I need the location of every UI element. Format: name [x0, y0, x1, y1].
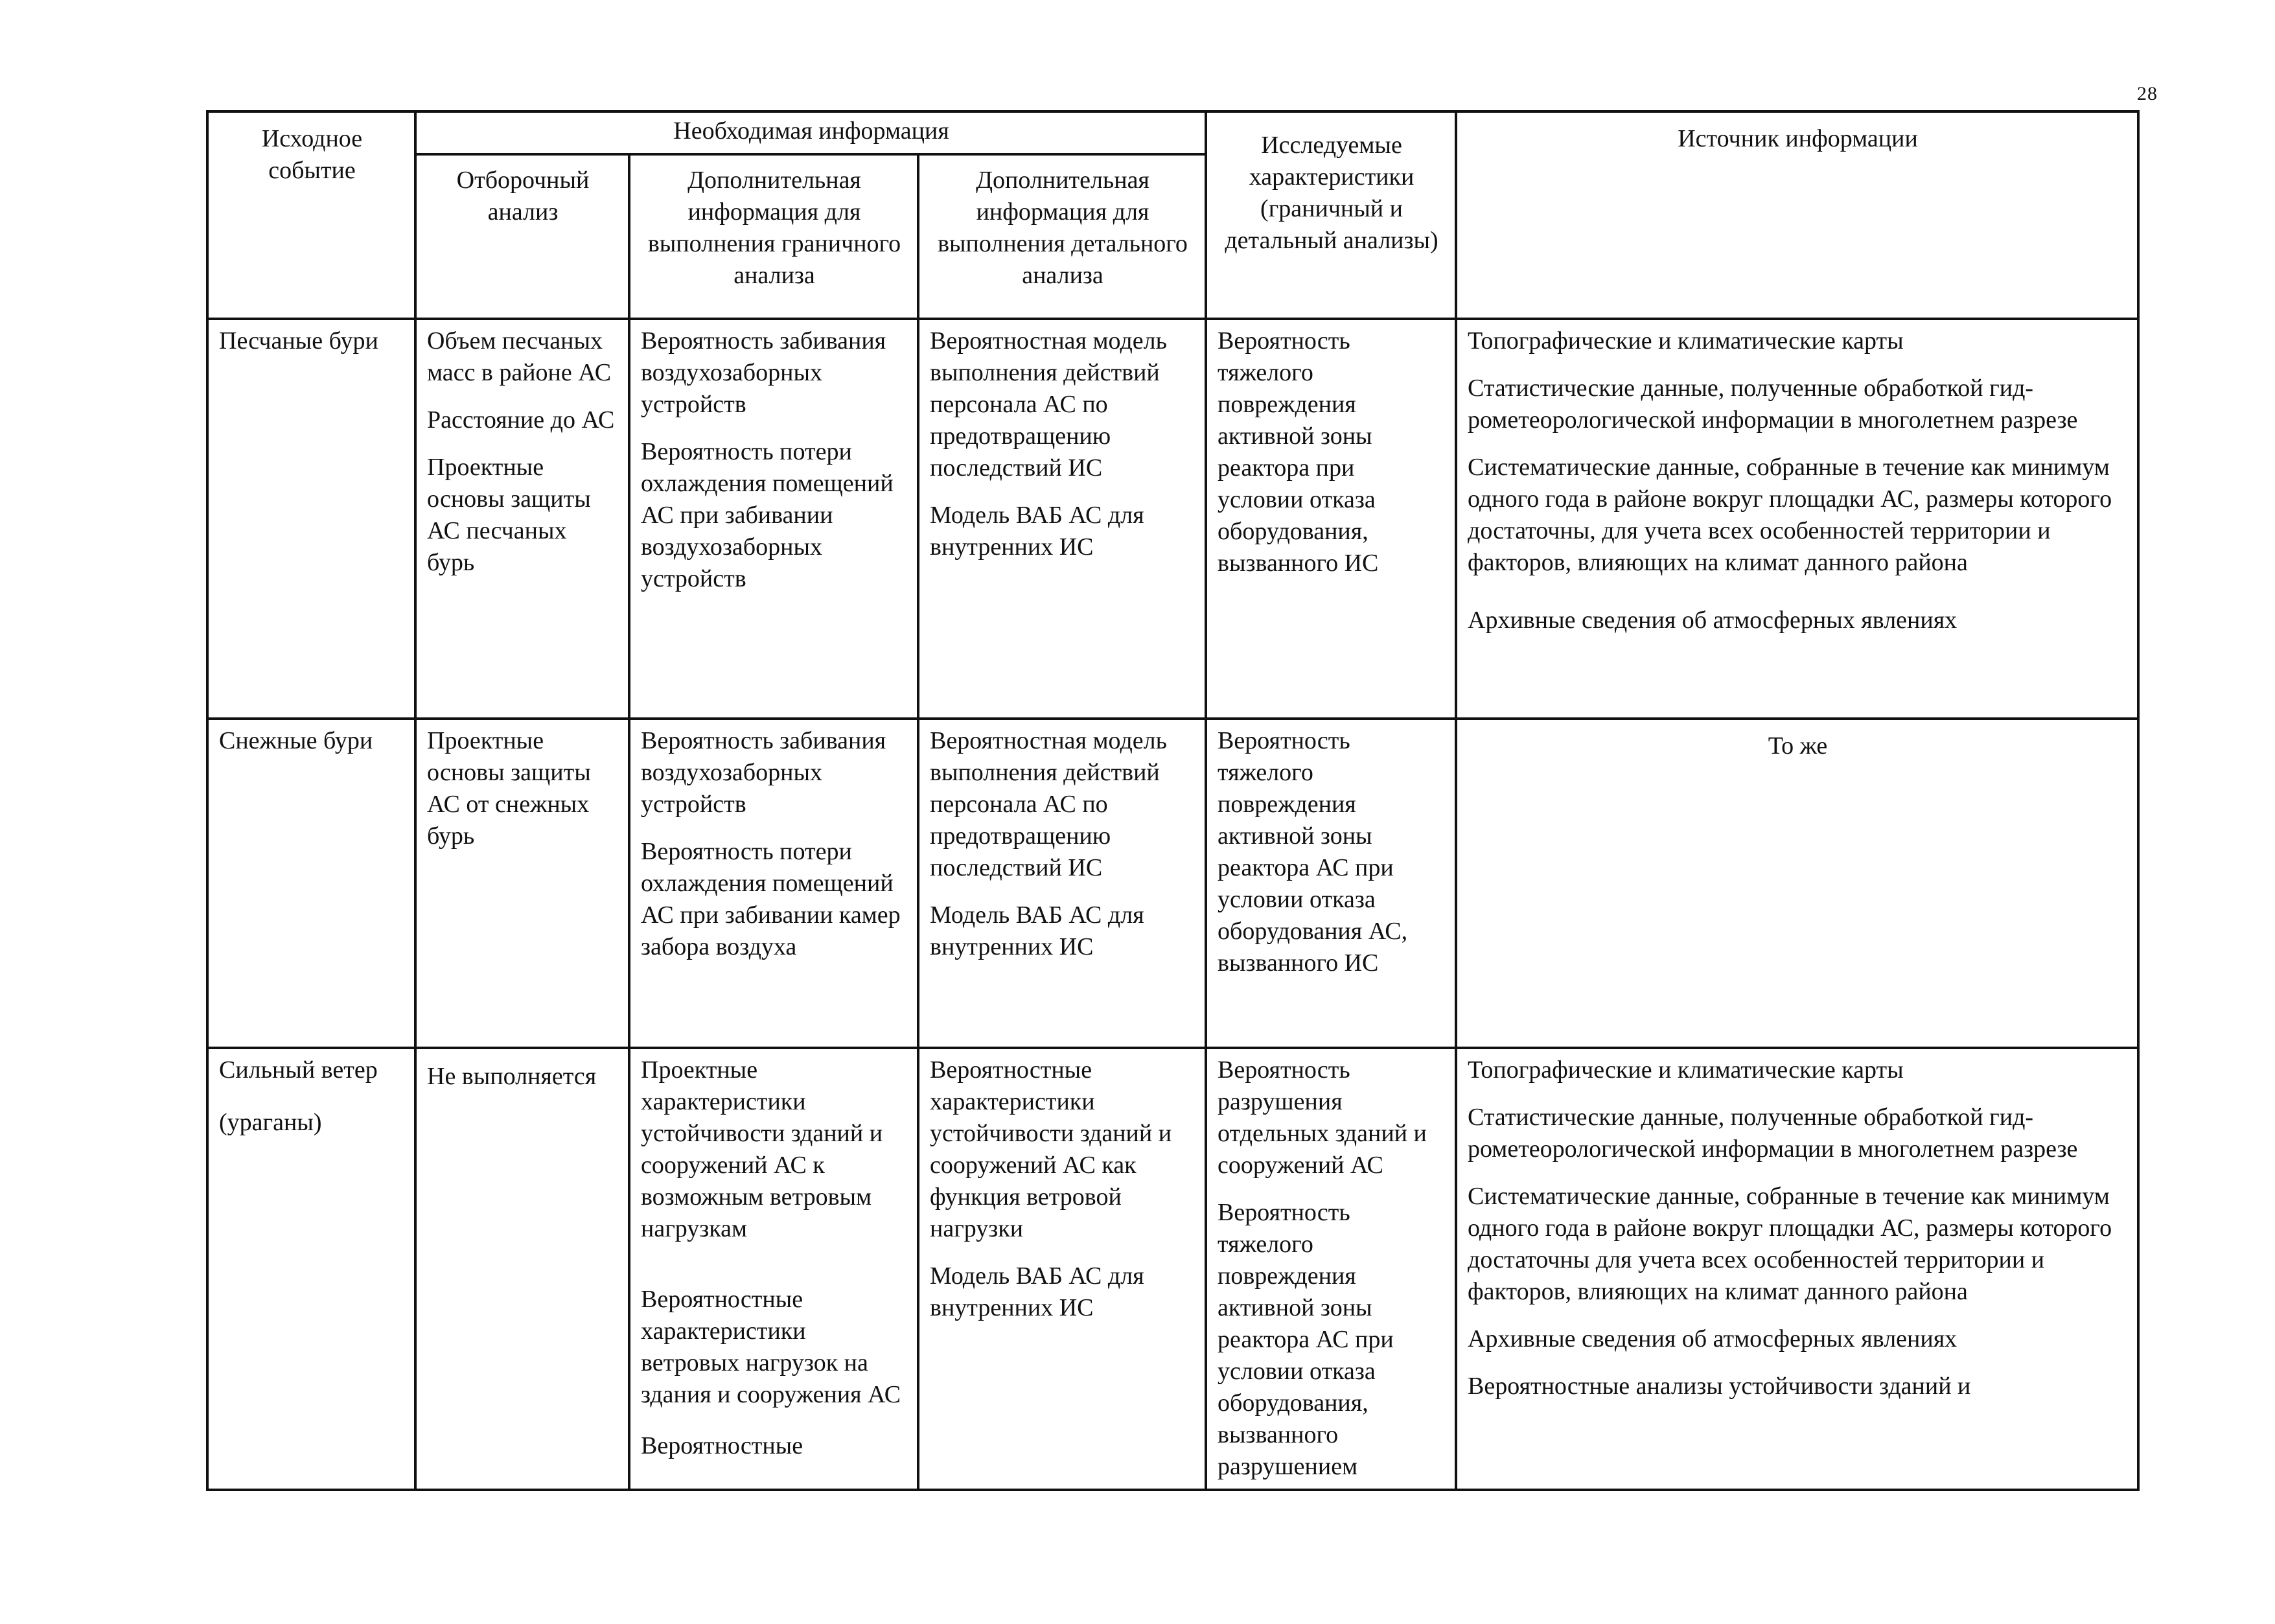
cell-sources: [1456, 319, 2138, 719]
boundary-item: Проектные характеристики устойчивости зданий и сооружений АС к возможным ветровым нагрузкам: [641, 1056, 883, 1242]
cell-screening: [415, 719, 629, 1048]
cell-event: [207, 1048, 415, 1490]
source-item: Систематические данные, собранные в течение как минимум одного года в районе вокруг площадки АС, размеры которого достаточны, для учета всех особенностей территории и факторов, влияющих на климат данного района: [1468, 454, 2112, 576]
boundary-item: Вероятность забивания воздухозаборных устройств: [641, 727, 886, 818]
characteristics-item: Вероятность тяжелого повреждения активной зоны реактора при условии отказа оборудования, вызванного ИС: [1218, 327, 1379, 577]
header-required-info: Необходимая информация: [415, 111, 1206, 154]
boundary-item: Вероятность потери охлаждения помещений АС при забивании воздухозаборных устройств: [641, 438, 894, 592]
header-screening: Отборочный анализ: [415, 154, 629, 319]
header-info-source: Источник информации: [1456, 111, 2138, 319]
detailed-item: Вероятностная модель выполнения действий персонала АС по предотвращению последствий ИС: [930, 327, 1167, 481]
cell-sources: [1456, 1048, 2138, 1490]
source-item: Архивные сведения об атмосферных явлениях: [1468, 607, 1957, 634]
event-name: Сильный ветер: [219, 1056, 378, 1084]
cell-detailed: [918, 1048, 1206, 1490]
cell-boundary: [629, 1048, 918, 1490]
cell-boundary: [629, 719, 918, 1048]
event-name: Песчаные бури: [219, 327, 378, 354]
detailed-item: Вероятностная модель выполнения действий персонала АС по предотвращению последствий ИС: [930, 727, 1167, 881]
source-item: То же: [1768, 732, 1828, 760]
table-row: [207, 1048, 2138, 1490]
detailed-item: Модель ВАБ АС для внутренних ИС: [930, 502, 1144, 561]
source-item: Статистические данные, полученные обработкой гидрометеорологической информации в многолетнем разрезе: [1468, 375, 2078, 434]
cell-event: [207, 319, 415, 719]
screening-item: Проектные основы защиты АС от снежных бурь: [427, 727, 591, 850]
cell-event: [207, 719, 415, 1048]
cell-screening: [415, 319, 629, 719]
source-item: Архивные сведения об атмосферных явлениях: [1468, 1325, 1957, 1352]
screening-item: Проектные основы защиты АС песчаных бурь: [427, 454, 591, 576]
source-item: Статистические данные, полученные обработкой гидрометеорологической информации в многолетнем разрезе: [1468, 1104, 2078, 1163]
characteristics-item: Вероятность тяжелого повреждения активной зоны реактора АС при условии отказа оборудования АС, вызванного ИС: [1218, 727, 1408, 977]
cell-detailed: [918, 719, 1206, 1048]
screening-item: Объем песчаных масс в районе АС: [427, 327, 612, 386]
source-item: Топографические и климатические карты: [1468, 327, 1904, 354]
boundary-item: Вероятностные характеристики ветровых нагрузок на здания и сооружения АС: [641, 1286, 901, 1408]
event-name: Снежные бури: [219, 727, 373, 754]
source-item: Вероятностные анализы устойчивости зданий и: [1468, 1373, 1971, 1400]
detailed-item: Вероятностные характеристики устойчивости зданий и сооружений АС как функция ветровой нагрузки: [930, 1056, 1172, 1242]
cell-screening: [415, 1048, 629, 1490]
page-number: 28: [2137, 83, 2158, 104]
external-events-table: [206, 110, 2140, 1491]
screening-item: Не выполняется: [427, 1063, 597, 1090]
source-item: Топографические и климатические карты: [1468, 1056, 1904, 1084]
cell-sources: [1456, 719, 2138, 1048]
detailed-item: Модель ВАБ АС для внутренних ИС: [930, 901, 1144, 960]
detailed-item: Модель ВАБ АС для внутренних ИС: [930, 1262, 1144, 1321]
cell-boundary: [629, 319, 918, 719]
cell-characteristics: [1206, 1048, 1456, 1490]
characteristics-item: Вероятность разрушения отдельных зданий и сооружений АС: [1218, 1056, 1427, 1179]
boundary-item: Вероятностные: [641, 1432, 803, 1459]
header-additional-boundary: Дополнительная информация для выполнения граничного анализа: [629, 154, 918, 319]
event-name-note: (ураганы): [219, 1109, 322, 1136]
cell-characteristics: [1206, 719, 1456, 1048]
table-row: [207, 319, 2138, 719]
header-studied-characteristics: Исследуемые характеристики (граничный и детальный анализы): [1206, 111, 1456, 319]
source-item: Систематические данные, собранные в течение как минимум одного года в районе вокруг площадки АС, размеры которого достаточны для учета всех особенностей территории и факторов, влияющих на климат данного района: [1468, 1183, 2112, 1305]
cell-characteristics: [1206, 319, 1456, 719]
header-additional-detailed: Дополнительная информация для выполнения детального анализа: [918, 154, 1206, 319]
cell-detailed: [918, 319, 1206, 719]
table-row: [207, 719, 2138, 1048]
characteristics-item: Вероятность тяжелого повреждения активной зоны реактора АС при условии отказа оборудования, вызванного разрушением: [1218, 1199, 1394, 1480]
boundary-item: Вероятность забивания воздухозаборных устройств: [641, 327, 886, 418]
header-initial-event: Исходное событие: [207, 111, 415, 319]
screening-item: Расстояние до АС: [427, 406, 615, 434]
boundary-item: Вероятность потери охлаждения помещений АС при забивании камер забора воздуха: [641, 838, 901, 960]
